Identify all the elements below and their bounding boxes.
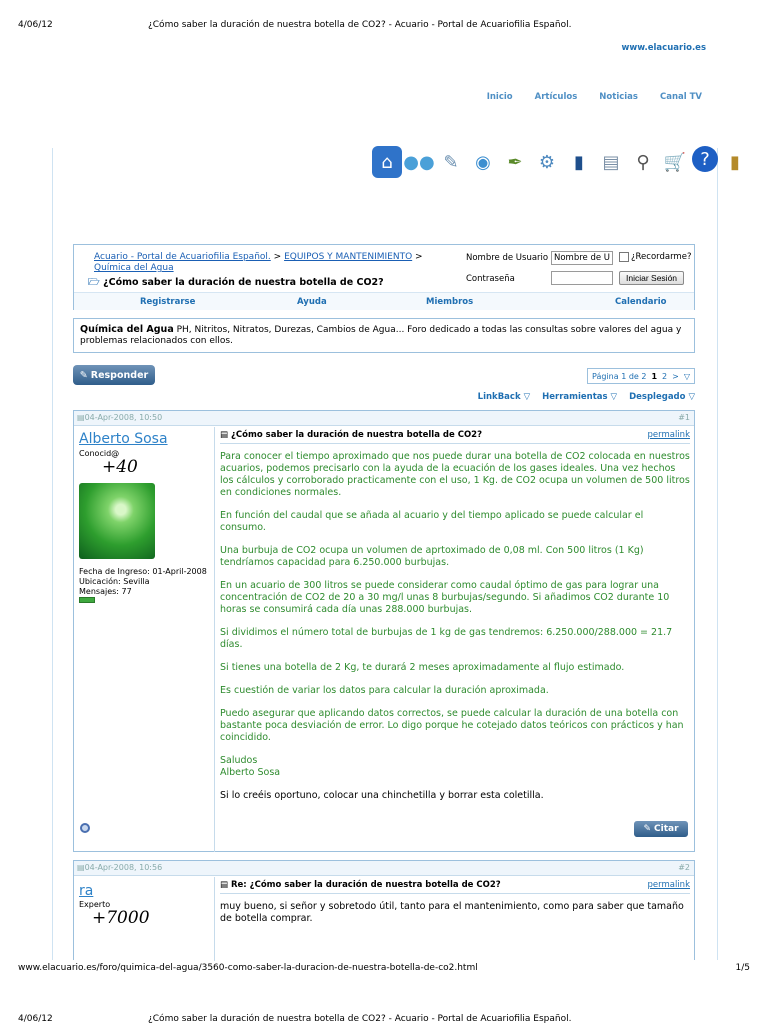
- calendar-icon: ▤: [77, 413, 85, 422]
- post-paragraph: En función del caudal que se añada al acuario y del tiempo aplicado se puede calcular el consumo.: [220, 510, 644, 533]
- offline-status-icon: [80, 823, 90, 833]
- doc-icon: ▤: [220, 880, 231, 890]
- forum-description: [73, 318, 695, 353]
- post-body: [220, 451, 690, 802]
- forum-desc-text: PH, Nitritos, Nitratos, Durezas, Cambios de Agua... Foro dedicado a todas las consultas sobre valores del agua y problemas relacionados con ellos.: [80, 325, 682, 346]
- forum-icon-bar: [372, 146, 750, 178]
- book-icon[interactable]: ▮: [574, 151, 584, 173]
- folder-icon: 🗁: [88, 277, 100, 288]
- post-title-row: [220, 880, 690, 894]
- post-header: [74, 411, 694, 426]
- user-stats: [79, 567, 209, 603]
- remember-checkbox[interactable]: [619, 252, 629, 262]
- post-date: ▤04-Apr-2008, 10:50: [77, 413, 163, 422]
- post-number[interactable]: #1: [678, 413, 690, 422]
- user-reputation: +7000: [92, 908, 150, 928]
- doc-icon: ▤: [220, 430, 231, 440]
- post-paragraph: Es cuestión de variar los datos para calcular la duración aproximada.: [220, 685, 549, 696]
- nav-inicio[interactable]: Inicio: [486, 92, 513, 102]
- print-footer-url: www.elacuario.es/foro/quimica-del-agua/3560-como-saber-la-duracion-de-nuestra-botella-de-co2.html: [18, 963, 478, 973]
- reply-icon: ✎: [79, 369, 88, 381]
- breadcrumb: Acuario - Portal de Acuariofilia Español. > EQUIPOS Y MANTENIMIENTO > Química del Agua: [94, 252, 423, 273]
- page-current: 1: [651, 371, 658, 381]
- message-count: Mensajes: 77: [79, 587, 132, 596]
- post-number[interactable]: #2: [678, 863, 690, 872]
- documents-icon[interactable]: ▤: [602, 151, 620, 173]
- chevron-down-icon: ▽: [523, 392, 531, 402]
- password-label: Contraseña: [466, 274, 515, 284]
- nav-articulos[interactable]: Artículos: [534, 92, 578, 102]
- post-header: [74, 861, 694, 876]
- avatar: [79, 483, 155, 559]
- tools-menu[interactable]: Herramientas ▽: [542, 392, 618, 402]
- username-link[interactable]: Alberto Sosa: [79, 431, 168, 447]
- post-title: ▤ ¿Cómo saber la duración de nuestra botella de CO2?: [220, 430, 483, 440]
- calendar-icon: ▤: [77, 863, 85, 872]
- notepad-icon[interactable]: ✎: [443, 151, 459, 173]
- nav-canal-tv[interactable]: Canal TV: [659, 92, 702, 102]
- post-paragraph: Si tienes una botella de 2 Kg, te durará 2 meses aproximadamente al flujo estimado.: [220, 662, 625, 673]
- post-signature: Si lo creéis oportuno, colocar una chinchetilla y borrar esta coletilla.: [220, 790, 544, 801]
- breadcrumb-equipos-link[interactable]: EQUIPOS Y MANTENIMIENTO: [284, 252, 413, 262]
- user-rank: Experto: [79, 900, 111, 909]
- nav-strip: [74, 292, 694, 310]
- pen-icon[interactable]: ✒: [507, 151, 523, 173]
- reputation-bar: [79, 597, 95, 603]
- reply-button[interactable]: ✎ Responder: [73, 365, 155, 385]
- breadcrumb-home-link[interactable]: Acuario - Portal de Acuariofilia Español.: [94, 252, 271, 262]
- quote-button[interactable]: ✎ Citar: [634, 821, 688, 837]
- post-content: [220, 880, 690, 925]
- user-location: Ubicación: Sevilla: [79, 577, 150, 586]
- post-title: ▤ Re: ¿Cómo saber la duración de nuestra botella de CO2?: [220, 880, 501, 890]
- print-title: ¿Cómo saber la duración de nuestra botella de CO2? - Acuario - Portal de Acuariofilia Español.: [148, 1014, 572, 1024]
- remember-me: ¿Recordarme?: [619, 252, 691, 262]
- join-date: Fecha de Ingreso: 01-April-2008: [79, 567, 207, 576]
- user-rank: Conocid@: [79, 449, 120, 458]
- page-next-link[interactable]: >: [672, 371, 679, 381]
- user-reputation: +40: [102, 457, 138, 477]
- chevron-down-icon[interactable]: ▽: [683, 371, 690, 381]
- post-content: [220, 430, 690, 813]
- site-url-link[interactable]: www.elacuario.es: [621, 43, 706, 53]
- pagination: [587, 368, 695, 384]
- permalink-link[interactable]: permalink: [647, 430, 690, 440]
- user-info: [74, 427, 215, 852]
- chevron-down-icon: ▽: [688, 392, 695, 402]
- permalink-link[interactable]: permalink: [647, 880, 690, 890]
- quote-icon: ✎: [643, 824, 652, 834]
- post-signoff: Saludos Alberto Sosa: [220, 755, 281, 778]
- magnifier-icon[interactable]: ⚲: [636, 151, 650, 173]
- password-input[interactable]: [551, 271, 613, 285]
- home-icon[interactable]: ⌂: [372, 146, 402, 178]
- post-paragraph: Para conocer el tiempo aproximado que nos puede durar una botella de CO2 colocada en nuestros acuarios, podemos precisarlo con la ayuda de la ecuación de los gases ideales. Una vez hechos los cálculos y corroborado practicamente con el uso, 1 Kg. de CO2 ocupa un volumen de 500 litros en condiciones normales.: [220, 451, 690, 498]
- door-icon[interactable]: ▮: [730, 151, 740, 173]
- post-date: ▤04-Apr-2008, 10:56: [77, 863, 163, 872]
- help-icon[interactable]: ?: [692, 146, 718, 172]
- chevron-down-icon: ▽: [610, 392, 618, 402]
- username-label: Nombre de Usuario: [466, 253, 549, 263]
- thread-title: 🗁 ¿Cómo saber la duración de nuestra botella de CO2?: [88, 277, 384, 288]
- print-date: 4/06/12: [18, 1014, 53, 1024]
- forum-name: Química del Agua: [80, 324, 174, 335]
- globe-icon[interactable]: ◉: [475, 151, 491, 173]
- users-icon[interactable]: ●●: [403, 151, 435, 173]
- post-paragraph: En un acuario de 300 litros se puede considerar como caudal óptimo de gas para lograr una concentración de CO2 de 20 a 30 mg/l unas 8 burbujas/segundo. Si añadimos CO2 durante 10 horas se consumirá cada día unas 288.000 burbujas.: [220, 580, 670, 615]
- linkback-menu[interactable]: LinkBack ▽: [477, 392, 531, 402]
- members-link[interactable]: Miembros: [426, 296, 474, 307]
- thread-tools: [478, 392, 695, 402]
- username-link[interactable]: ra: [79, 883, 94, 899]
- register-link[interactable]: Registrarse: [140, 296, 196, 307]
- cart-icon[interactable]: 🛒: [663, 151, 687, 173]
- post-paragraph: Una burbuja de CO2 ocupa un volumen de aprtoximado de 0,08 ml. Con 500 litros (1 Kg) tendríamos capacidad para 6.250.000 burbujas.: [220, 545, 644, 568]
- user-info: [74, 877, 215, 961]
- print-page-number: 1/5: [735, 963, 750, 973]
- top-nav: [487, 92, 702, 102]
- calendar-link[interactable]: Calendario: [615, 296, 667, 307]
- navbar: [73, 244, 695, 310]
- breadcrumb-quimica-link[interactable]: Química del Agua: [94, 263, 174, 273]
- help-link[interactable]: Ayuda: [297, 296, 327, 307]
- post-paragraph: Si dividimos el número total de burbujas de 1 kg de gas tendremos: 6.250.000/288.000 = 21.7 días.: [220, 627, 673, 650]
- nav-noticias[interactable]: Noticias: [599, 92, 638, 102]
- post-body: muy bueno, si señor y sobretodo útil, tanto para el mantenimiento, como para saber que tamaño de botella comprar.: [220, 901, 684, 924]
- post-1: [73, 410, 695, 852]
- post-paragraph: Puedo asegurar que aplicando datos correctos, se puede calcular la duración de una botella con bastante poca desviación de error. Lo digo porque he cotejado datos teóricos con prácticos y han coincidido.: [220, 708, 684, 743]
- username-input[interactable]: [551, 251, 613, 265]
- print-title: ¿Cómo saber la duración de nuestra botella de CO2? - Acuario - Portal de Acuariofilia Español.: [148, 20, 572, 30]
- post-2: [73, 860, 695, 960]
- login-button[interactable]: Iniciar Sesión: [619, 271, 684, 285]
- post-title-row: [220, 430, 690, 444]
- page-2-link[interactable]: 2: [662, 371, 668, 381]
- page-label: Página 1 de 2: [592, 371, 647, 381]
- display-mode-menu[interactable]: Desplegado ▽: [629, 392, 695, 402]
- print-date: 4/06/12: [18, 20, 53, 30]
- gears-icon[interactable]: ⚙: [538, 151, 556, 173]
